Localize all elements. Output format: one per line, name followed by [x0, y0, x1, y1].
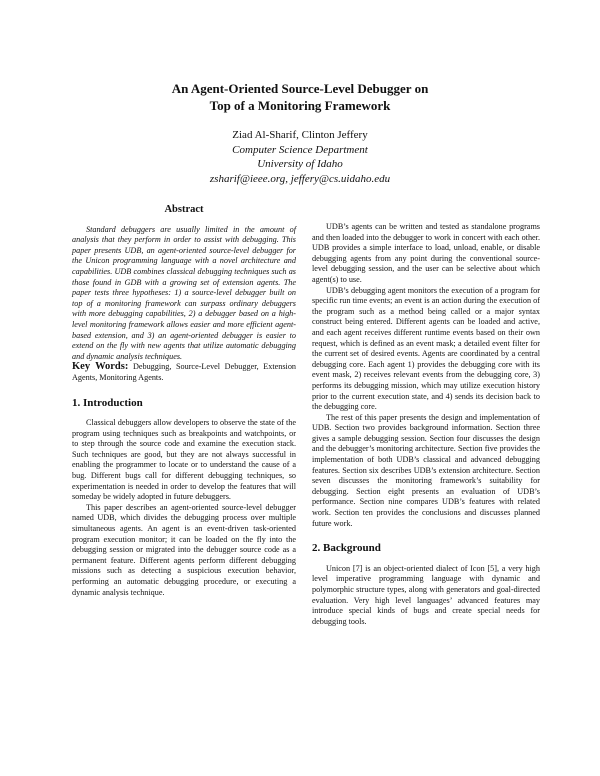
title-line-1: An Agent-Oriented Source-Level Debugger on	[171, 81, 429, 96]
author-names: Ziad Al-Sharif, Clinton Jeffery	[232, 129, 368, 141]
intro-paragraph-1: Classical debuggers allow developers to observe the state of the program using techniques such as breakpoints and watchpoints, or to step through the source code and examine the execution stack. Such techniques are good, but they are not always successful in enabling the programmer to locate or to understand the cause of a bug. Different bugs call for different debugging techniques, so experimentation is needed in order to develop the features that will someday be widely adopted in future debuggers.	[72, 418, 296, 502]
intro-heading: 1. Introduction	[72, 396, 143, 409]
author-university: University of Idaho	[257, 158, 343, 170]
paper-title	[60, 80, 540, 114]
intro-paragraph-2: This paper describes an agent-oriented source-level debugger named UDB, which divides the debugging process over multiple simultaneous agents. An agent is an event-driven task-oriented program execution monitor; it can be loaded on the fly into the debugging session or migrated into the debugger source code as a permanent feature. Different agents perform different debugging missions such as detecting a suspicious execution behavior, performing an automatic debugging procedure, or executing a dynamic analysis technique.	[72, 502, 296, 597]
right-column	[312, 222, 540, 627]
right-paragraph-2: UDB’s debugging agent monitors the execution of a program for specific run time events; an event is an action during the execution of the program such as a method being called or a major syntax construct being entered. Different agents can be loaded and active, and each agent receives different runtime events based on their own request, which is defined as an event mask; a detailed event filter for the current set of desired events. Agents are coordinated by a central debugging core. Each agent 1) provides the debugging core with its event mask, 2) receives relevant events from the debugging core, 3) performs its debugging mission, which may utilize execution history prior to the current execution state, and 4) sends its decision back to the debugging core.	[312, 285, 540, 412]
abstract-text: Standard debuggers are usually limited in the amount of analysis that they perform in order to assist with debugging. This paper presents UDB, an agent-oriented source-level debugger for the Unicon programming language with a novel architecture and capabilities. UDB combines classical debugging techniques such as those found in GDB with a growing set of extension agents. The paper tests three hypotheses: 1) a source-level debugger built on top of a monitoring framework can surpass ordinary debuggers with more debugging capabilities, 2) a debugger based on a high-level monitoring framework allows easier and more efficient agent-based extension, and 3) an agent-oriented debugger is easier to extend on the fly with new agents that utilize automatic debugging and dynamic analysis techniques.	[72, 224, 296, 361]
author-block	[60, 128, 540, 186]
author-department: Computer Science Department	[232, 143, 368, 156]
title-line-2: Top of a Monitoring Framework	[209, 98, 391, 113]
right-paragraph-3: The rest of this paper presents the design and implementation of UDB. Section two provides background information. Section three gives a sample debugging session. Section four discusses the design and the debugger’s monitoring architecture. Section five provides the implementation of both UDB’s classical and advanced debugging features. Section six describes UDB’s extension architecture. Section seven discusses the monitoring framework’s suitability for debugging. Section eight presents an evaluation of UDB’s performance. Section nine compares UDB’s features with related work. Section ten provides the conclusions and discusses planned future work.	[312, 412, 540, 528]
right-paragraph-1: UDB’s agents can be written and tested as standalone programs and then loaded into the debugger to work in concert with each other. UDB provides a simple interface to load, unload, enable, or disable debugging agents from any point during the conventional source-level debugging session, and the user can be selective about which agent(s) to use.	[312, 222, 540, 284]
keywords	[72, 362, 296, 383]
author-emails: zsharif@ieee.org, jeffery@cs.uidaho.edu	[209, 172, 391, 185]
background-paragraph-1: Unicon [7] is an object-oriented dialect of Icon [5], a very high level imperative programming language with dynamic and polymorphic structure types, along with generators and goal-directed evaluation. Very high level languages’ advanced features may introduce special kinds of bugs and create special needs for debugging tools.	[312, 563, 540, 626]
keywords-text: Debugging, Source-Level Debugger, Extension Agents, Monitoring Agents.	[72, 362, 297, 382]
left-column	[72, 205, 296, 598]
keywords-label: Key Words:	[72, 361, 129, 373]
background-heading: 2. Background	[312, 542, 381, 555]
abstract-heading: Abstract	[164, 204, 204, 215]
